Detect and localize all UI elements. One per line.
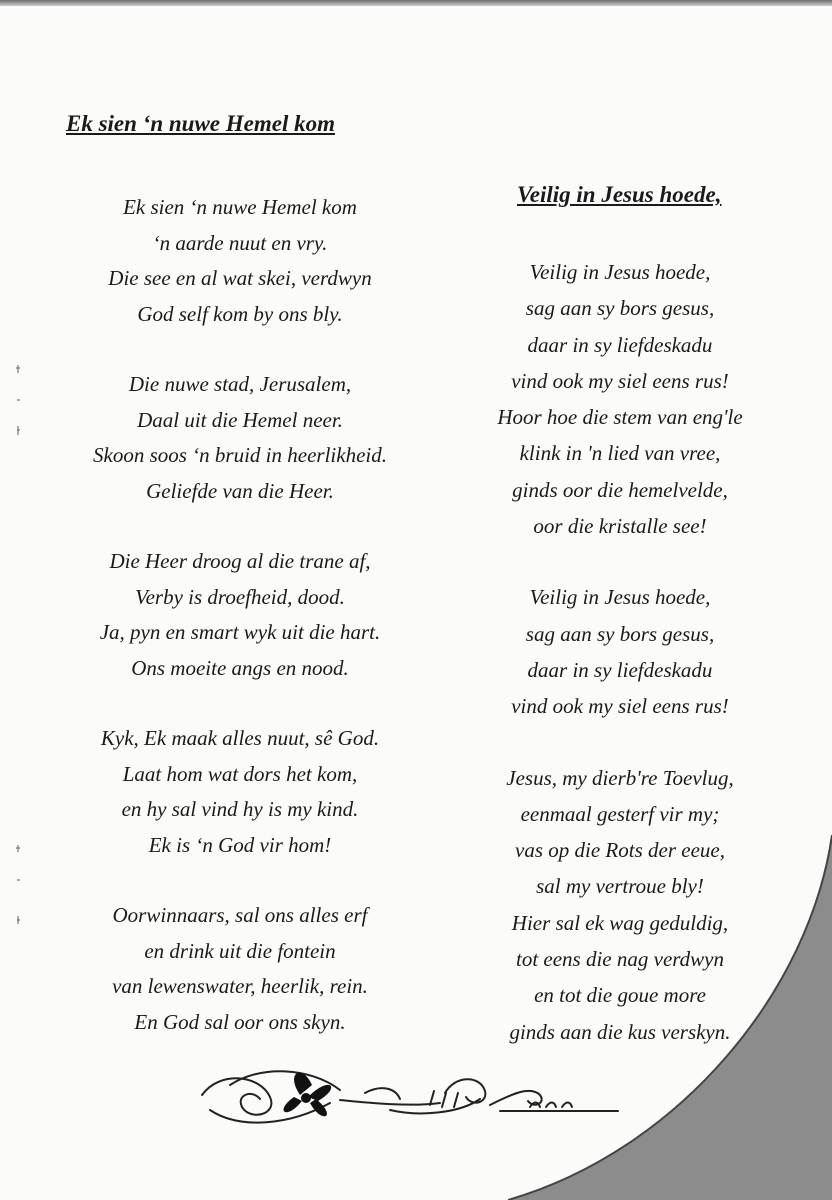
verse-line: Veilig in Jesus hoede, <box>529 260 711 284</box>
verse-line: daar in sy liefdeskadu <box>527 332 713 357</box>
verse-line: van lewenswater, heerlik, rein. <box>112 974 368 998</box>
verse-line: eenmaal gesterf vir my; <box>520 801 720 826</box>
verse-line: God self kom by ons bly. <box>137 301 343 326</box>
verse-line: oor die kristalle see! <box>533 514 707 539</box>
verse-line: sal my vertroue bly! <box>536 874 704 899</box>
verse-line: ginds aan die kus verskyn. <box>509 1019 731 1044</box>
verse-line: Die see en al wat skei, verdwyn <box>108 266 372 290</box>
stanza <box>420 254 820 544</box>
verse-line: Daal uit die Hemel neer. <box>137 407 343 432</box>
stanza <box>420 579 820 724</box>
verse-line: Oorwinnaars, sal ons alles erf <box>112 903 368 927</box>
stanza <box>30 190 450 332</box>
verse-line: Die Heer droog al die trane af, <box>109 549 371 573</box>
verse-line: vas op die Rots der eeue, <box>515 838 725 863</box>
floral-flourish-ornament <box>190 1055 620 1145</box>
verse-line: ginds oor die hemelvelde, <box>512 477 728 502</box>
verse-line: Jesus, my dierb're Toevlug, <box>506 765 734 790</box>
verse-line: En God sal oor ons skyn. <box>134 1009 346 1034</box>
verse-line: Ons moeite angs en nood. <box>131 655 349 680</box>
verse-line: Verby is droefheid, dood. <box>135 584 345 609</box>
verse-line: Ek is ‘n God vir hom! <box>148 832 332 857</box>
left-poem-title: Ek sien ‘n nuwe Hemel kom <box>66 111 335 136</box>
verse-line: en drink uit die fontein <box>144 938 336 963</box>
verse-line: Hoor hoe die stem van eng'le <box>497 405 743 430</box>
stanza <box>420 760 820 1050</box>
stanza <box>30 367 450 509</box>
verse-line: Geliefde van die Heer. <box>146 478 334 503</box>
stanza <box>30 898 450 1040</box>
verse-line: sag aan sy bors gesus, <box>525 621 715 646</box>
verse-line: Skoon soos ‘n bruid in heerlikheid. <box>93 443 387 467</box>
verse-line: ‘n aarde nuut en vry. <box>152 230 328 255</box>
verse-line: klink in 'n lied van vree, <box>519 441 721 466</box>
right-poem-body <box>420 254 820 1085</box>
verse-line: vind ook my siel eens rus! <box>511 694 729 719</box>
verse-line: Veilig in Jesus hoede, <box>529 585 711 610</box>
verse-line: tot eens die nag verdwyn <box>515 947 724 972</box>
verse-line: Ek sien ‘n nuwe Hemel kom <box>123 195 357 219</box>
verse-line: sag aan sy bors gesus, <box>525 296 715 321</box>
verse-line: Ja, pyn en smart wyk uit die hart. <box>99 620 381 644</box>
verse-line: Laat hom wat dors het kom, <box>122 761 358 786</box>
left-poem-body <box>30 190 450 1075</box>
verse-line: en hy sal vind hy is my kind. <box>121 797 359 821</box>
stanza <box>30 721 450 863</box>
verse-line: en tot die goue more <box>534 983 706 1008</box>
margin-marks <box>8 360 28 940</box>
right-poem-title: Veilig in Jesus hoede, <box>517 182 722 207</box>
stanza <box>30 544 450 686</box>
verse-line: Die nuwe stad, Jerusalem, <box>128 372 352 396</box>
verse-line: vind ook my siel eens rus! <box>511 368 729 393</box>
verse-line: Hier sal ek wag geduldig, <box>511 910 729 935</box>
verse-line: daar in sy liefdeskadu <box>527 657 713 682</box>
verse-line: Kyk, Ek maak alles nuut, sê God. <box>100 726 380 750</box>
